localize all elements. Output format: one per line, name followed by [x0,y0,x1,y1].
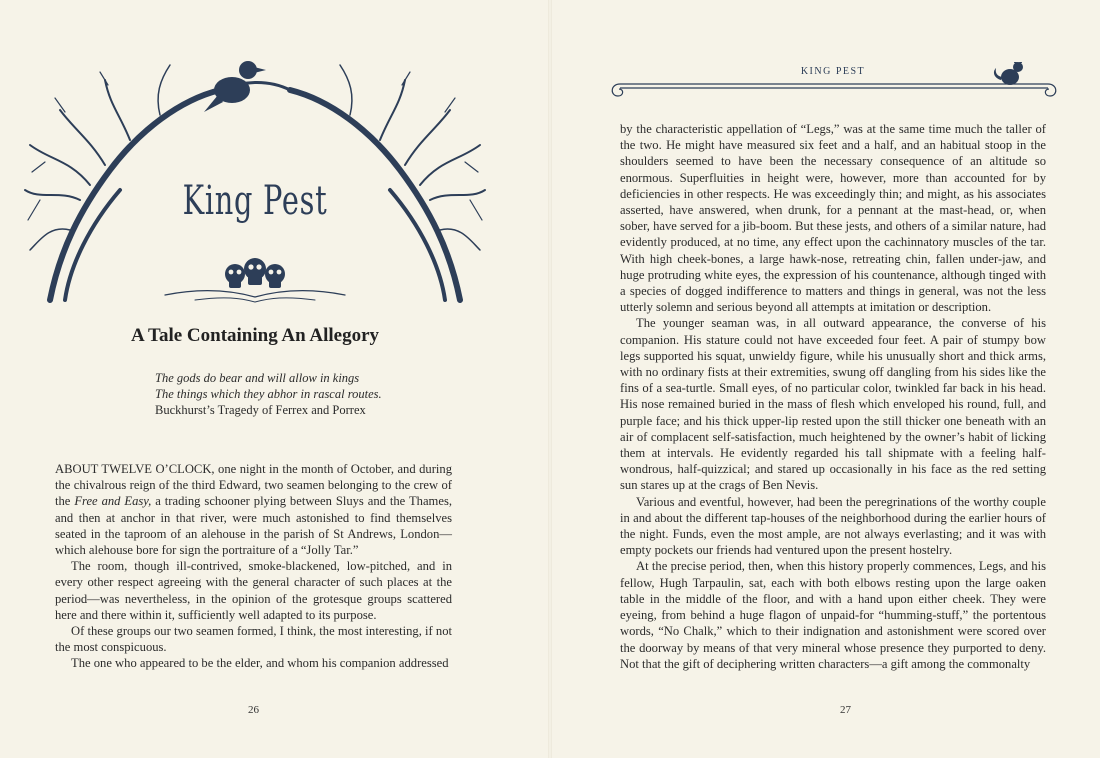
chapter-title: King Pest [182,178,328,224]
paragraph: The room, though ill-contrived, smoke-blackened, low-pitched, and in every other respect agreeing with the general character of such places at the period—was nevertheless, in the opinion of the grotesque groups scattered here and there within it, sufficiently well adapted to its purpose. [55,559,452,622]
right-page-body [620,121,1046,672]
paragraph-text: a trading schooner plying between Sluys and the Thames, and then at anchor in that river, were much astonished to find themselves seated in the taproom of an alehouse in the parish of St Andrews, London—which alehouse bore for sign the portraiture of a “Jolly Tar.” [55,494,452,558]
right-page [550,0,1100,758]
paragraph: Of these groups our two seamen formed, I think, the most interesting, if not the most conspicuous. [55,624,452,655]
paragraph [55,461,452,558]
epigraph [155,370,382,418]
paragraph-text: ABOUT TWELVE O’CLOCK, one night in the month of October, and during the chivalrous reign of the third Edward, two seamen belonging to the crew of the [55,462,452,509]
paragraph: The younger seaman was, in all outward appearance, the converse of his companion. His stature could not have exceeded four feet. A pair of stumpy bow legs supported his squat, unwieldy figure, while his unusually short and thick arms, with no ordinary fists at their extremities, swung off dangling from his sides like the fins of a sea-turtle. Small eyes, of no particular color, twinkled far back in his head. His nose remained buried in the mass of flesh which enveloped his round, full, and purple face; and his thick upper-lip rested upon the still thicker one beneath with an air of complacent self-satisfaction, much heightened by the owner’s habit of licking them at intervals. He evidently regarded his tall shipmate with a feeling half-wondrous, half-quizzical; and stared up occasionally in his face as the red setting sun stares up at the crags of Ben Nevis. [620,316,1046,493]
paragraph: The one who appeared to be the elder, and whom his companion addressed [71,656,449,671]
page-number: 26 [248,704,259,716]
page-number: 27 [840,704,851,716]
epigraph-line-1: The gods do bear and will allow in kings [155,371,360,385]
epigraph-attribution: Buckhurst’s Tragedy of Ferrex and Porrex [155,403,366,417]
epigraph-line-2: The things which they abhor in rascal routes. [155,387,382,401]
running-head-title: KING PEST [800,66,866,77]
paragraph: At the precise period, then, when this history properly commences, Legs, and his fellow, Hugh Tarpaulin, sat, each with both elbows resting upon the large oaken table in the middle of the floor, and with a hand upon either cheek. They were eyeing, from behind a huge flagon of unpaid-for “humming-stuff,” the portentous words, “No Chalk,” which to their indignation and astonishment were scored over the doorway by means of that very mineral whose presence they purported to deny. Not that the gift of deciphering written characters—a gift among the commonalty [620,559,1046,671]
chapter-subtitle: A Tale Containing An Allegory [130,325,380,346]
ship-name: Free and Easy, [74,494,152,509]
left-page-body [55,461,452,672]
paragraph: Various and eventful, however, had been the peregrinations of the worthy couple in and about the different tap-houses of the neighborhood during the earlier hours of the night. Funds, even the most ample, are not always everlasting; and it was with empty pockets our friends had ventured upon the present hostelry. [620,494,1046,558]
paragraph: by the characteristic appellation of “Legs,” was at the same time much the taller of the two. He might have measured six feet and a half, and an habitual stoop in the shoulders seemed to have been the necessary consequence of an altitude so enormous. Superfluities in height were, however, more than accounted for by deficiencies in other respects. He was exceedingly thin; and might, as his associates asserted, have answered, when drunk, for a pennant at the mast-head, or, when sober, have served for a jib-boom. But these jests, and others of a similar nature, had evidently produced, at no time, any effect upon the cachinnatory muscles of the tar. With high cheek-bones, a large hawk-nose, retreating chin, fallen under-jaw, and huge protruding white eyes, the expression of his countenance, although tinged with a species of dogged indifference to matters and things in general, was not the less utterly solemn and serious beyond all attempts at imitation or description. [620,122,1046,315]
